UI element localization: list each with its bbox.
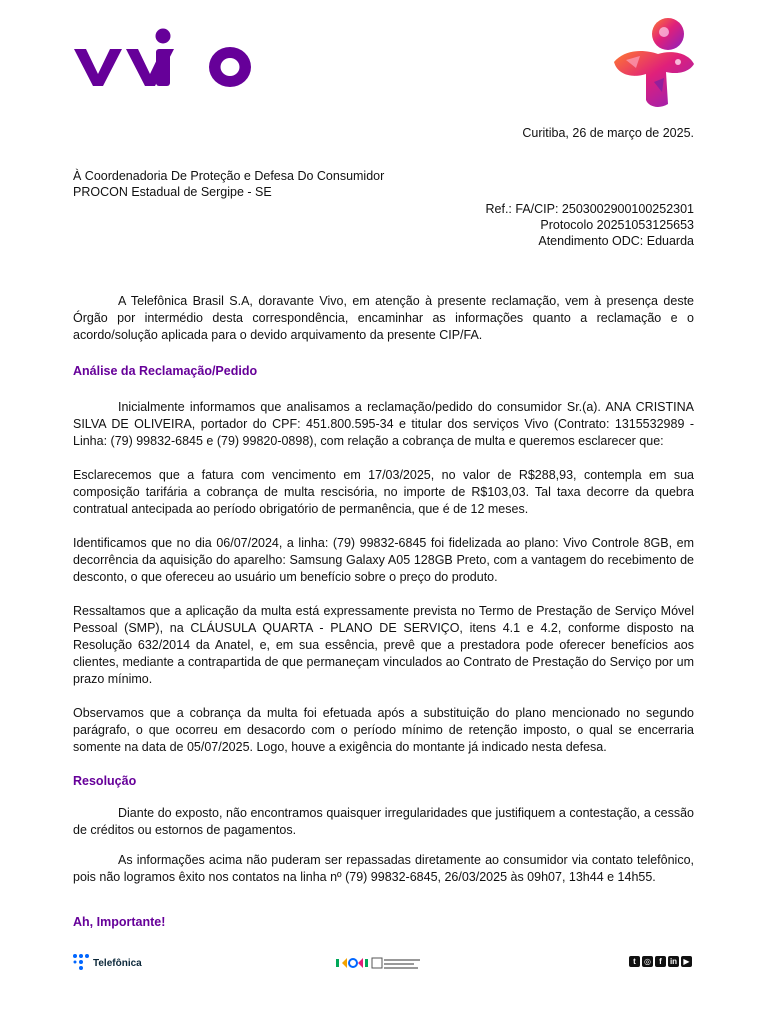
analysis-paragraph: Inicialmente informamos que analisamos a reclamação/pedido do consumidor Sr.(a). ANA CRISTINA SILVA DE OLIVEIRA, portador do CPF: 451.800.595-34 e titular dos serviços Vivo (Contrato: 1315532989 - Linha: (79) 99832-6845 e (79) 99820-0898), com relação a cobrança de multa e queremos esclarecer que:	[73, 400, 694, 448]
telefonica-logo	[72, 953, 142, 973]
vivo-mascot-icon	[606, 12, 698, 115]
instagram-icon[interactable]: ◎	[642, 956, 653, 967]
recipient-line: À Coordenadoria De Proteção e Defesa Do Consumidor	[73, 169, 385, 183]
linkedin-icon[interactable]: in	[669, 957, 678, 966]
twitter-icon[interactable]: t	[629, 956, 640, 967]
reference-block	[486, 201, 695, 249]
intro-paragraph: A Telefônica Brasil S.A, doravante Vivo, em atenção à presente reclamação, vem à presença deste Órgão por intermédio desta correspondência, encaminhar as informações quanto a reclamação e o acordo/solução aplicada para o devido arquivamento da presente CIP/FA.	[73, 294, 694, 342]
social-icons	[629, 956, 692, 967]
letter-date: Curitiba, 26 de março de 2025.	[522, 126, 694, 140]
telefonica-dots-icon	[72, 953, 90, 973]
koi-logo	[336, 955, 426, 971]
vivo-logo	[72, 18, 254, 93]
reference-protocol: Protocolo 20251053125653	[540, 218, 694, 232]
analysis-paragraph: Identificamos que no dia 06/07/2024, a linha: (79) 99832-6845 foi fidelizada ao plano: Vivo Controle 8GB, em decorrência da aquisição do aparelho: Samsung Galaxy A05 128GB Preto, com a vantagem do recebimento de desconto, o que ofereceu ao usuário um benefício sobre o preço do produto.	[73, 536, 694, 584]
resolution-paragraph: Diante do exposto, não encontramos quaisquer irregularidades que justifiquem a contestação, a cessão de créditos ou estornos de pagamentos.	[73, 806, 694, 837]
recipient-block	[73, 168, 384, 200]
section-heading-analysis: Análise da Reclamação/Pedido	[73, 364, 258, 378]
facebook-icon[interactable]: f	[655, 956, 666, 967]
analysis-paragraph: Observamos que a cobrança da multa foi efetuada após a substituição do plano mencionado no segundo parágrafo, o que ocorreu em desacordo com o período mínimo de retenção imposto, o qual se encerraria somente na data de 05/07/2025. Logo, houve a exigência do montante já indicado nesta defesa.	[73, 706, 694, 754]
important-heading: Ah, Importante!	[73, 915, 166, 929]
resolution-paragraph: As informações acima não puderam ser repassadas diretamente ao consumidor via contato telefônico, pois não logramos êxito nos contatos na linha nº (79) 99832-6845, 26/03/2025 às 09h07, 13h44 e 14h55.	[73, 853, 694, 884]
recipient-line: PROCON Estadual de Sergipe - SE	[73, 185, 272, 199]
analysis-paragraph: Esclarecemos que a fatura com vencimento em 17/03/2025, no valor de R$288,93, contempla em sua composição tarifária a cobrança de multa rescisória, no importe de R$103,03. Tal taxa decorre da quebra contratual antecipada ao período obrigatório de permanência, que é de 12 meses.	[73, 468, 694, 516]
reference-cip: Ref.: FA/CIP: 2503002900100252301	[485, 202, 694, 216]
section-heading-resolution: Resolução	[73, 774, 137, 788]
youtube-icon[interactable]: ▶	[681, 956, 692, 967]
reference-attendant: Atendimento ODC: Eduarda	[538, 234, 694, 248]
analysis-paragraph: Ressaltamos que a aplicação da multa está expressamente prevista no Termo de Prestação de Serviço Móvel Pessoal (SMP), na CLÁUSULA QUARTA - PLANO DE SERVIÇO, itens 4.1 e 4.2, conforme disposto na Resolução 632/2014 da Anatel, e, em sua essência, prevê que a prestadora pode oferecer benefícios aos clientes, mediante a contrapartida de que permaneçam vinculados ao Contrato de Prestação do Serviço por um prazo mínimo.	[73, 604, 694, 686]
telefonica-wordmark: Telefônica	[93, 957, 142, 969]
